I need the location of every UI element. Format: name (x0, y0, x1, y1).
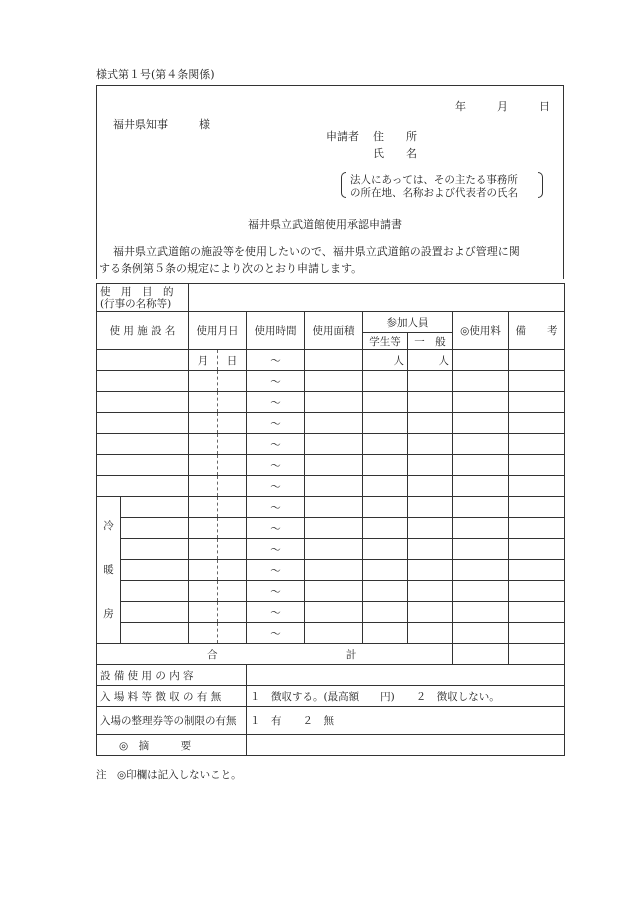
students-unit: 人 (363, 350, 408, 371)
col-participants: 参加人員 (363, 312, 453, 333)
equipment-row (97, 665, 565, 686)
application-table (96, 283, 565, 756)
body-text-line-2: する条例第５条の規定により次のとおり申請します。 (99, 262, 363, 275)
body-text-line-1: 福井県立武道館の施設等を使用したいので、福井県立武道館の設置および管理に関 (113, 245, 520, 258)
table-row (97, 392, 565, 413)
equipment-value[interactable] (247, 665, 565, 686)
time-tilde: ～ (247, 497, 305, 518)
time-tilde: ～ (247, 455, 305, 476)
time-tilde: ～ (247, 560, 305, 581)
col-time: 使用時間 (247, 312, 305, 350)
equipment-label: 設 備 使 用 の 内 容 (97, 665, 247, 686)
col-area: 使用面積 (305, 312, 363, 350)
purpose-row (97, 284, 565, 312)
total-row (97, 644, 565, 665)
day-unit: 日 (218, 350, 247, 371)
heating-label: 冷 暖 房 (97, 497, 121, 644)
fee-collection-row (97, 686, 565, 707)
ticket-limit-row (97, 707, 565, 735)
corporation-note-line-2: の所在地、名称および代表者の氏名 (350, 187, 518, 199)
time-tilde: ～ (247, 518, 305, 539)
table-row (97, 350, 565, 371)
time-tilde: ～ (247, 476, 305, 497)
table-row (97, 434, 565, 455)
purpose-value[interactable] (189, 284, 565, 312)
total-label: 合 計 (97, 644, 453, 665)
time-tilde: ～ (247, 371, 305, 392)
addressee-honorific: 様 (199, 118, 210, 131)
total-fee[interactable] (453, 644, 509, 665)
document-title: 福井県立武道館使用承認申請書 (248, 218, 402, 231)
heating-row (97, 560, 565, 581)
time-tilde: ～ (247, 434, 305, 455)
general-unit: 人 (408, 350, 453, 371)
col-date: 使用月日 (189, 312, 247, 350)
table-row (97, 371, 565, 392)
time-tilde: ～ (247, 623, 305, 644)
time-tilde: ～ (247, 350, 305, 371)
applicant-label: 申請者 (326, 130, 359, 143)
purpose-label: 使 用 目 的 (行事の名称等) (97, 284, 189, 312)
header-row-1 (97, 312, 565, 333)
name-label: 氏 名 (373, 147, 417, 160)
date-line (455, 98, 550, 114)
heating-row (97, 581, 565, 602)
fee-collection-label: 入 場 料 等 徴 収 の 有 無 (97, 686, 247, 707)
date-day: 日 (539, 100, 550, 113)
ticket-limit-label: 入場の整理券等の制限の有無 (97, 707, 247, 735)
corporation-note-line-1: 法人にあっては、その主たる事務所 (350, 174, 518, 186)
time-tilde: ～ (247, 392, 305, 413)
fee-collection-value: １ 徴収する。(最高額 円) ２ 徴収しない。 (247, 686, 565, 707)
corporation-note (341, 172, 543, 200)
heating-row (97, 602, 565, 623)
table-row (97, 476, 565, 497)
heating-row (97, 623, 565, 644)
table-row (97, 455, 565, 476)
address-label: 住 所 (373, 130, 417, 143)
heating-row (97, 518, 565, 539)
form-number-label: 様式第１号(第４条関係) (96, 68, 215, 81)
addressee-line (113, 116, 210, 132)
heating-row (97, 539, 565, 560)
col-fee: ◎使用料 (453, 312, 509, 350)
date-year: 年 (455, 100, 466, 113)
col-students: 学生等 (363, 333, 408, 350)
ticket-limit-value: １ 有 ２ 無 (247, 707, 565, 735)
col-general: 一 般 (408, 333, 453, 350)
summary-value[interactable] (247, 735, 565, 756)
date-month: 月 (497, 100, 508, 113)
time-tilde: ～ (247, 602, 305, 623)
time-tilde: ～ (247, 539, 305, 560)
summary-label: ◎ 摘 要 (97, 735, 247, 756)
addressee: 福井県知事 (113, 118, 168, 131)
heating-row (97, 497, 565, 518)
col-facility: 使 用 施 設 名 (97, 312, 189, 350)
table-row (97, 413, 565, 434)
time-tilde: ～ (247, 581, 305, 602)
total-remarks[interactable] (509, 644, 565, 665)
month-unit: 月 (189, 350, 218, 371)
col-remarks: 備 考 (509, 312, 565, 350)
summary-row (97, 735, 565, 756)
time-tilde: ～ (247, 413, 305, 434)
footnote: 注 ◎印欄は記入しないこと。 (96, 769, 242, 781)
